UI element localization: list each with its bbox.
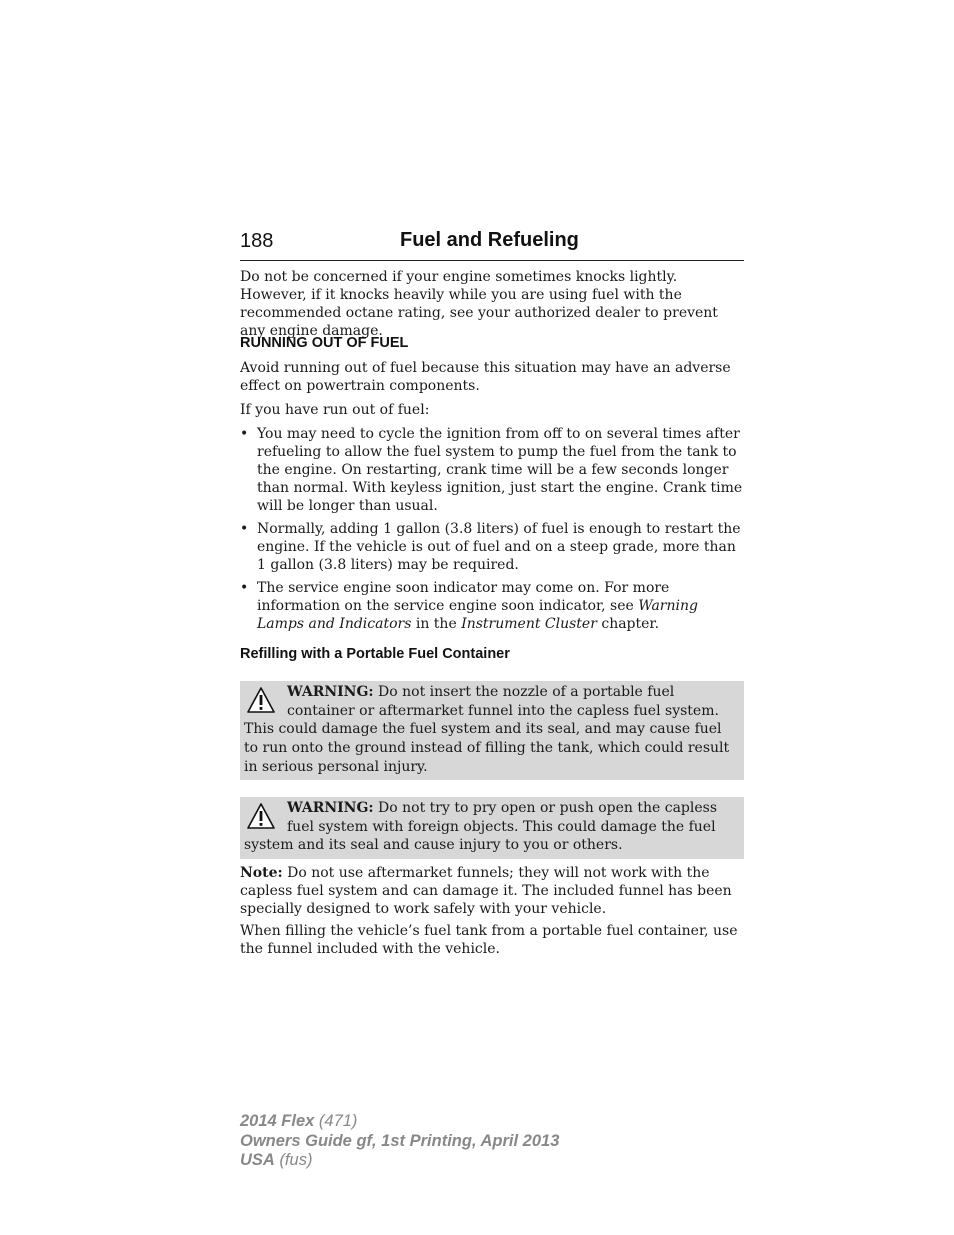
footer-market: USA [240,1151,275,1169]
note-body: Do not use aftermarket funnels; they will not work with the capless fuel system and can damage it. The included funnel has been specially designed to work safely with your vehicle. [240,865,732,917]
warning-text [244,799,740,855]
warning-label: WARNING: [287,684,374,700]
bullet-text-part: in the [411,616,462,632]
cross-reference-instrument-cluster: Instrument Cluster [461,616,597,632]
page-footer [240,1112,559,1171]
bullet-text-part: The service engine soon indicator may come on. For more information on the service engine soon indicator, see [257,580,670,614]
warning-text [244,683,740,777]
bullet-text-part: chapter. [596,616,660,632]
running-out-heading: RUNNING OUT OF FUEL [240,335,409,351]
chapter-title: Fuel and Refueling [400,229,579,251]
bullet-text [257,579,746,633]
warning-box [240,681,744,780]
warning-box [240,797,744,859]
footer-guide: Owners Guide gf, 1st Printing, April 2013 [240,1131,560,1150]
final-paragraph: When filling the vehicle’s fuel tank from a portable fuel container, use the funnel included with the vehicle. [240,923,738,957]
bullet-dot: • [240,426,249,442]
page-number: 188 [240,230,274,252]
bullet-dot: • [240,521,249,537]
bullet-text: You may need to cycle the ignition from off to on several times after refueling to allow the fuel system to pump the fuel from the tank to the engine. On restarting, crank time will be a few seconds longer than normal. With keyless ignition, just start the engine. Crank time will be longer than usual. [257,426,743,514]
bullet-text: Normally, adding 1 gallon (3.8 liters) of fuel is enough to restart the engine. If the vehicle is out of fuel and on a steep grade, more than 1 gallon (3.8 liters) may be required. [257,521,741,573]
running-out-lead-in: If you have run out of fuel: [240,402,430,418]
footer-model-line [240,1112,559,1132]
footer-model: 2014 Flex [240,1112,315,1130]
note-paragraph [240,864,746,918]
footer-model-code: (471) [318,1112,358,1130]
page-header [240,228,744,261]
footer-market-code: (fus) [279,1151,313,1169]
running-out-paragraph: Avoid running out of fuel because this situation may have an adverse effect on powertrain components. [240,360,731,394]
intro-paragraph: Do not be concerned if your engine sometimes knocks lightly. However, if it knocks heavily while you are using fuel with the recommended octane rating, see your authorized dealer to prevent any engine damage. [240,269,718,339]
footer-market-line [240,1151,559,1171]
warning-body: Do not insert the nozzle of a portable fuel container or aftermarket funnel into the capless fuel system. This could damage the fuel system and its seal, and may cause fuel to run onto the ground instead of filling the tank, which could result in serious personal injury. [244,684,730,775]
cross-reference-warning-lamps: Warning Lamps and Indicators [257,598,698,632]
bullet-dot: • [240,580,249,596]
warning-body: Do not try to pry open or push open the capless fuel system with foreign objects. This could damage the fuel system and its seal and cause injury to you or others. [244,800,718,854]
warning-label: WARNING: [287,800,374,816]
refilling-heading: Refilling with a Portable Fuel Container [240,646,510,662]
note-label: Note: [240,865,283,881]
